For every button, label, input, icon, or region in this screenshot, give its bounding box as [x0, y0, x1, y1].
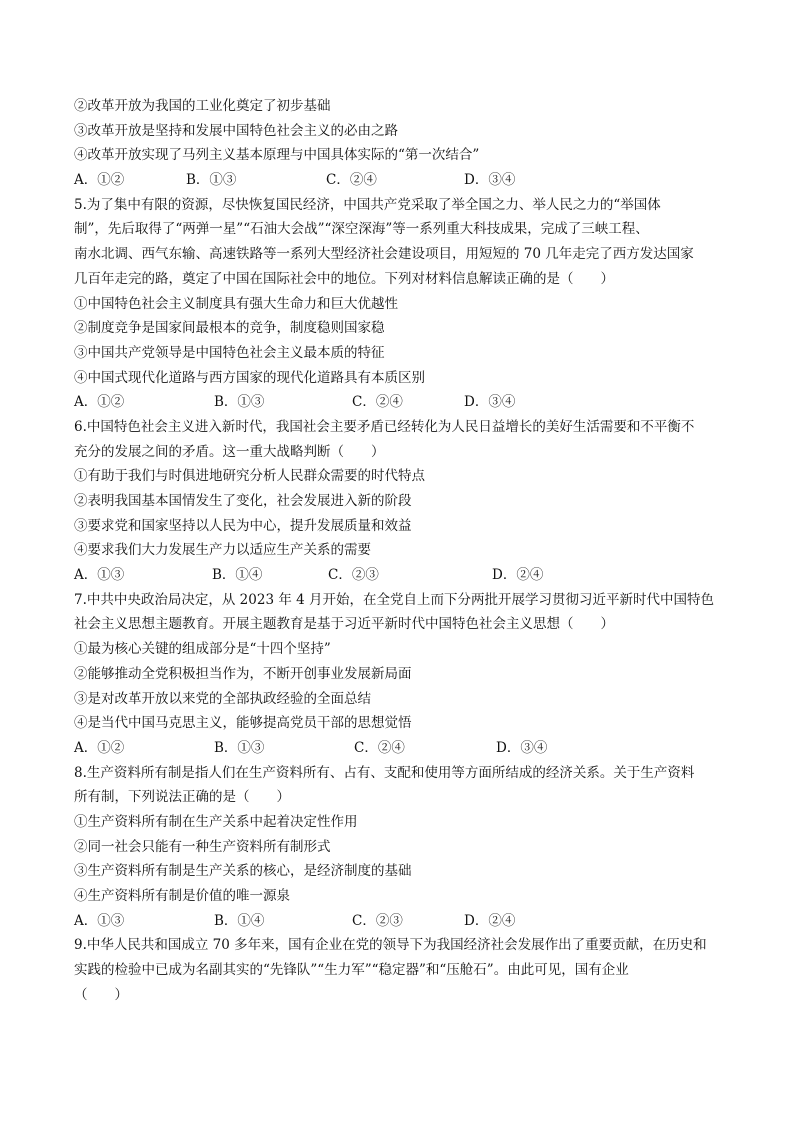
choice-a: A．①② [74, 739, 125, 756]
question-stem-line: 7.中共中央政治局决定，从 2023 年 4 月开始，在全党自上而下分两批开展学习贯彻习近平新时代中国特色 [74, 591, 714, 608]
prev-question-tail [74, 94, 726, 193]
choice-c: C．②④ [326, 172, 377, 189]
question-stem-line: 5.为了集中有限的资源，尽快恢复国民经济，中国共产党采取了举全国之力、举人民之力的“举国体 [74, 196, 661, 213]
statement-item: ①有助于我们与时俱进地研究分析人民群众需要的时代特点 [74, 468, 425, 485]
statement-item: ④要求我们大力发展生产力以适应生产关系的需要 [74, 542, 371, 559]
choice-b: B．①③ [214, 739, 265, 756]
statement-item: ④是当代中国马克思主义，能够提高党员干部的思想觉悟 [74, 715, 412, 732]
choice-d: D．③④ [496, 739, 548, 756]
question-stem-line: 9.中华人民共和国成立 70 多年来，国有企业在党的领导下为我国经济社会发展作出了重要贡献，在历史和 [74, 937, 707, 954]
statement-item: ②能够推动全党积极担当作为，不断开创事业发展新局面 [74, 665, 412, 682]
question-5 [74, 193, 726, 415]
statement-item: ③要求党和国家坚持以人民为中心，提升发展质量和效益 [74, 517, 412, 534]
choice-a: A．①③ [74, 912, 125, 929]
choice-c: C．②④ [354, 739, 405, 756]
choice-a: A．①② [74, 172, 125, 189]
choice-d: D．②④ [464, 912, 516, 929]
statement-item: ④中国式现代化道路与西方国家的现代化道路具有本质区别 [74, 369, 425, 386]
question-stem-line: 所有制，下列说法正确的是（ ） [74, 789, 290, 806]
question-stem-line: 充分的发展之间的矛盾。这一重大战略判断（ ） [74, 443, 385, 460]
exam-content [74, 94, 726, 1007]
statement-item: ②制度竞争是国家间最根本的竞争，制度稳则国家稳 [74, 320, 385, 337]
statement-item: ①中国特色社会主义制度具有强大生命力和巨大优越性 [74, 295, 398, 312]
question-stem-line: 实践的检验中已成为名副其实的“先锋队”“生力军”“稳定器”和“压舱石”。由此可见，国有企业 [74, 962, 629, 979]
choices-row [74, 736, 726, 761]
statement-item: ③中国共产党领导是中国特色社会主义最本质的特征 [74, 344, 385, 361]
statement-item: ①最为核心关键的组成部分是“十四个坚持” [74, 641, 331, 658]
statement-item: ④生产资料所有制是价值的唯一源泉 [74, 888, 290, 904]
question-stem-line: 社会主义思想主题教育。开展主题教育是基于习近平新时代中国特色社会主义思想（ ） [74, 616, 614, 633]
question-stem-line: 6.中国特色社会主义进入新时代，我国社会主要矛盾已经转化为人民日益增长的美好生活需要和不平衡不 [74, 418, 695, 435]
choice-a: A．①② [74, 394, 125, 411]
choices-row [74, 563, 726, 588]
choice-c: C．②③ [352, 912, 403, 929]
question-stem-line: 几百年走完的路，奠定了中国在国际社会中的地位。下列对材料信息解读正确的是（ ） [74, 270, 614, 287]
statement-item: ②同一社会只能有一种生产资料所有制形式 [74, 838, 331, 855]
prev-option-item: ②改革开放为我国的工业化奠定了初步基础 [74, 98, 331, 114]
statement-item: ①生产资料所有制在生产关系中起着决定性作用 [74, 813, 358, 830]
choice-d: D．②④ [492, 567, 544, 584]
choice-b: B．①④ [212, 567, 263, 584]
choice-c: C．②④ [352, 394, 403, 411]
question-6 [74, 415, 726, 588]
choices-row [74, 390, 726, 415]
statement-item: ②表明我国基本国情发生了变化，社会发展进入新的阶段 [74, 493, 412, 509]
prev-choices-row [74, 168, 726, 193]
choice-b: B．①④ [214, 912, 265, 929]
question-stem-line: 制”，先后取得了“两弹一星”“石油大会战”“深空深海”等一系列重大科技成果，完成了三峡工程、 [74, 221, 649, 238]
choice-c: C．②③ [328, 567, 379, 584]
question-stem-line: 8.生产资料所有制是指人们在生产资料所有、占有、支配和使用等方面所结成的经济关系。关于生产资料 [74, 764, 695, 781]
choice-b: B．①③ [186, 172, 237, 189]
choice-d: D．③④ [464, 394, 516, 411]
choice-a: A．①③ [74, 567, 125, 584]
statement-item: ③生产资料所有制是生产关系的核心，是经济制度的基础 [74, 863, 412, 880]
statement-item: ③是对改革开放以来党的全部执政经验的全面总结 [74, 690, 371, 707]
question-stem-line: 南水北调、西气东输、高速铁路等一系列大型经济社会建设项目，用短短的 70 几年走完了西方发达国家 [74, 246, 694, 263]
choices-row [74, 909, 726, 934]
question-stem-line: （ ） [74, 986, 128, 1003]
prev-option-item: ④改革开放实现了马列主义基本原理与中国具体实际的“第一次结合” [74, 147, 480, 164]
choice-d: D．③④ [464, 172, 516, 189]
question-7 [74, 588, 726, 761]
question-8 [74, 761, 726, 934]
choice-b: B．①③ [214, 394, 265, 411]
question-9 [74, 933, 726, 1007]
prev-option-item: ③改革开放是坚持和发展中国特色社会主义的必由之路 [74, 122, 398, 139]
